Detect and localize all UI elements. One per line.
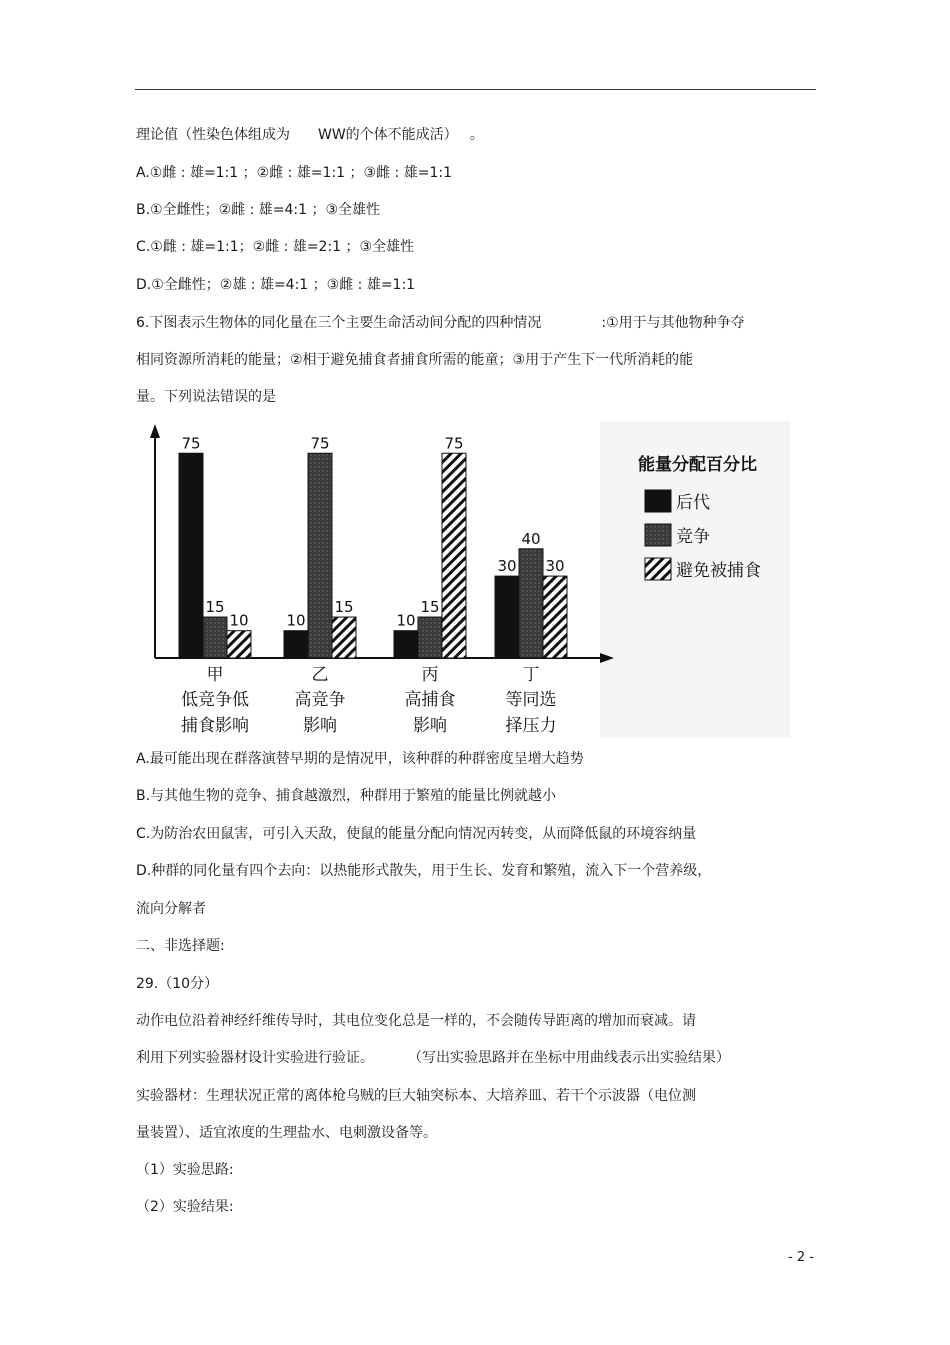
text-segment: 。 (469, 127, 484, 143)
data-label: 75 (181, 434, 201, 453)
group-name: 丙 (421, 665, 439, 685)
group-name: 甲 (206, 665, 224, 685)
energy-allocation-chart (138, 418, 798, 740)
question-6-line1 (136, 314, 745, 332)
option-5d: D.①全雌性；②雄 : 雄=4:1 ；③雌 : 雄=1:1 (136, 277, 416, 293)
option-6d-cont: 流向分解者 (136, 901, 206, 917)
legend-label: 后代 (676, 493, 710, 513)
data-label: 75 (310, 434, 330, 453)
question-29-line3: 实验器材：生理状况正常的离体枪乌贼的巨大轴突标本、大培养皿、若干个示波器（电位测 (136, 1088, 696, 1104)
bar (284, 631, 308, 658)
data-label: 15 (420, 598, 440, 617)
option-6d: D.种群的同化量有四个去向：以热能形式散失，用于生长、发育和繁殖，流入下一个营养级， (136, 863, 712, 879)
bar (308, 453, 332, 658)
data-label: 75 (444, 434, 464, 453)
group-label: 低竞争低 (181, 690, 249, 710)
group-label: 等同选 (505, 690, 557, 710)
data-label: 15 (205, 598, 225, 617)
legend-swatch (645, 490, 671, 512)
option-5c: C.①雌 : 雄=1:1；②雌 : 雄=2:1 ；③全雄性 (136, 239, 415, 255)
y-axis-arrow (150, 424, 160, 438)
group-label: 高竞争 (294, 690, 346, 710)
page-number: - 2 - (788, 1250, 814, 1265)
text-line (136, 126, 484, 144)
group-label: 影响 (413, 716, 447, 736)
text-segment: （写出实验思路并在坐标中用曲线表示出实验结果） (408, 1050, 730, 1066)
legend-swatch (645, 558, 671, 580)
group-name: 乙 (311, 665, 329, 685)
data-label: 30 (545, 557, 565, 576)
group-label: 捕食影响 (181, 716, 249, 736)
text-segment: 理论值（性染色体组成为 (136, 127, 290, 143)
text-segment: :①用于与其他物种争夺 (601, 315, 745, 331)
legend-title: 能量分配百分比 (638, 455, 757, 475)
option-6a: A.最可能出现在群落演替早期的是情况甲，该种群的种群密度呈增大趋势 (136, 751, 584, 767)
bar (442, 453, 466, 658)
option-5b: B.①全雌性；②雌 : 雄=4:1 ；③全雄性 (136, 202, 381, 218)
bar (543, 576, 567, 658)
data-label: 10 (286, 611, 306, 630)
option-5a: A.①雌 : 雄=1:1 ；②雌 : 雄=1:1 ；③雌 : 雄=1:1 (136, 165, 452, 181)
data-label: 10 (396, 611, 416, 630)
group-label: 高捕食 (404, 690, 456, 710)
bar (332, 617, 356, 658)
bar (394, 631, 418, 658)
data-label: 15 (334, 598, 354, 617)
legend-label: 避免被捕食 (676, 561, 761, 581)
bar (495, 576, 519, 658)
data-label: 40 (521, 529, 541, 548)
option-6c: C.为防治农田鼠害，可引入天敌，使鼠的能量分配向情况丙转变，从而降低鼠的环境容纳量 (136, 826, 697, 842)
answer-2-label: （2）实验结果: (136, 1199, 234, 1215)
bar (203, 617, 227, 658)
data-label: 30 (497, 557, 517, 576)
group-label: 影响 (303, 716, 337, 736)
data-label: 10 (229, 611, 249, 630)
legend-swatch (645, 524, 671, 546)
bar (179, 453, 203, 658)
text-segment: WW的个体不能成活） (318, 127, 458, 143)
bar (418, 617, 442, 658)
answer-1-label: （1）实验思路: (136, 1162, 234, 1178)
section-heading: 二、非选择题: (136, 938, 225, 954)
question-29-title: 29.（10分） (136, 976, 219, 992)
group-name: 丁 (522, 665, 540, 685)
question-6-line2: 相同资源所消耗的能量；②相于避免捕食者捕食所需的能童；③用于产生下一代所消耗的能 (136, 352, 694, 368)
bar (227, 631, 251, 658)
question-29-line4: 量装置）、适宜浓度的生理盐水、电刺激设备等。 (136, 1125, 437, 1141)
header-rule (135, 89, 816, 90)
text-segment: 利用下列实验器材设计实验进行验证。 (136, 1050, 374, 1066)
legend-label: 竞争 (676, 527, 710, 547)
question-29-line2 (136, 1049, 730, 1067)
question-6-line3: 量。下列说法错误的是 (136, 389, 276, 405)
x-axis-arrow (600, 653, 614, 663)
group-label: 择压力 (505, 716, 557, 736)
option-6b: B.与其他生物的竞争、捕食越激烈，种群用于繁殖的能量比例就越小 (136, 788, 557, 804)
bar (519, 549, 543, 658)
text-segment: 6.下图表示生物体的同化量在三个主要生命活动间分配的四种情况 (136, 315, 542, 331)
question-29-line1: 动作电位沿着神经纤维传导时，其电位变化总是一样的，不会随传导距离的增加而衰减。请 (136, 1013, 696, 1029)
